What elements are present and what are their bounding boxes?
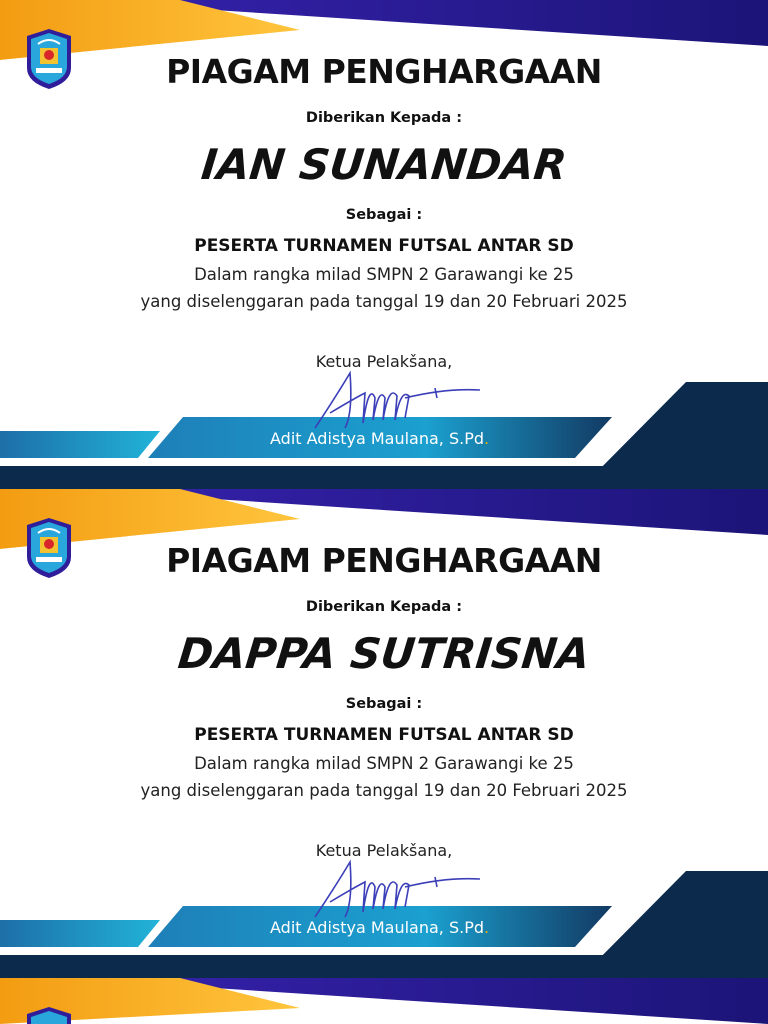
event-description-line-2: yang diselenggaran pada tanggal 19 dan 20 Februari 2025 xyxy=(140,292,628,311)
signature-icon xyxy=(305,358,485,438)
recipient-name: IAN SUNANDAR xyxy=(199,140,569,189)
chair-label: Ketua Pelakšana, xyxy=(315,352,453,371)
chair-label: Ketua Pelakšana, xyxy=(315,841,453,860)
signer-name xyxy=(270,429,489,448)
given-to-label: Diberikan Kepada : xyxy=(305,599,463,615)
event-description-line-2: yang diselenggaran pada tanggal 19 dan 20 Februari 2025 xyxy=(140,781,628,800)
signature-icon xyxy=(305,847,485,927)
event-description-line-1: Dalam rangka milad SMPN 2 Garawangi ke 25 xyxy=(194,754,574,773)
recipient-role: PESERTA TURNAMEN FUTSAL ANTAR SD xyxy=(194,236,574,256)
decorative-frame xyxy=(0,978,768,1024)
school-emblem-icon xyxy=(26,1006,72,1024)
event-description-line-1: Dalam rangka milad SMPN 2 Garawangi ke 25 xyxy=(194,265,574,284)
recipient-role: PESERTA TURNAMEN FUTSAL ANTAR SD xyxy=(194,725,574,745)
as-label: Sebagai : xyxy=(345,696,423,712)
certificate-3-partial xyxy=(0,978,768,1024)
signer-name-end: . xyxy=(484,918,490,937)
signer-name-text: Adit Adistya Maulana, S.Pd xyxy=(270,429,485,448)
signer-name-text: Adit Adistya Maulana, S.Pd xyxy=(270,918,485,937)
signer-name xyxy=(270,918,489,937)
recipient-name: DAPPA SUTRISNA xyxy=(175,629,593,678)
certificate-1 xyxy=(0,0,768,489)
signer-name-end: . xyxy=(484,429,490,448)
certificate-title: PIAGAM PENGHARGAAN xyxy=(166,52,602,91)
as-label: Sebagai : xyxy=(345,207,423,223)
given-to-label: Diberikan Kepada : xyxy=(305,110,463,126)
certificate-title: PIAGAM PENGHARGAAN xyxy=(166,541,602,580)
certificate-2 xyxy=(0,489,768,978)
